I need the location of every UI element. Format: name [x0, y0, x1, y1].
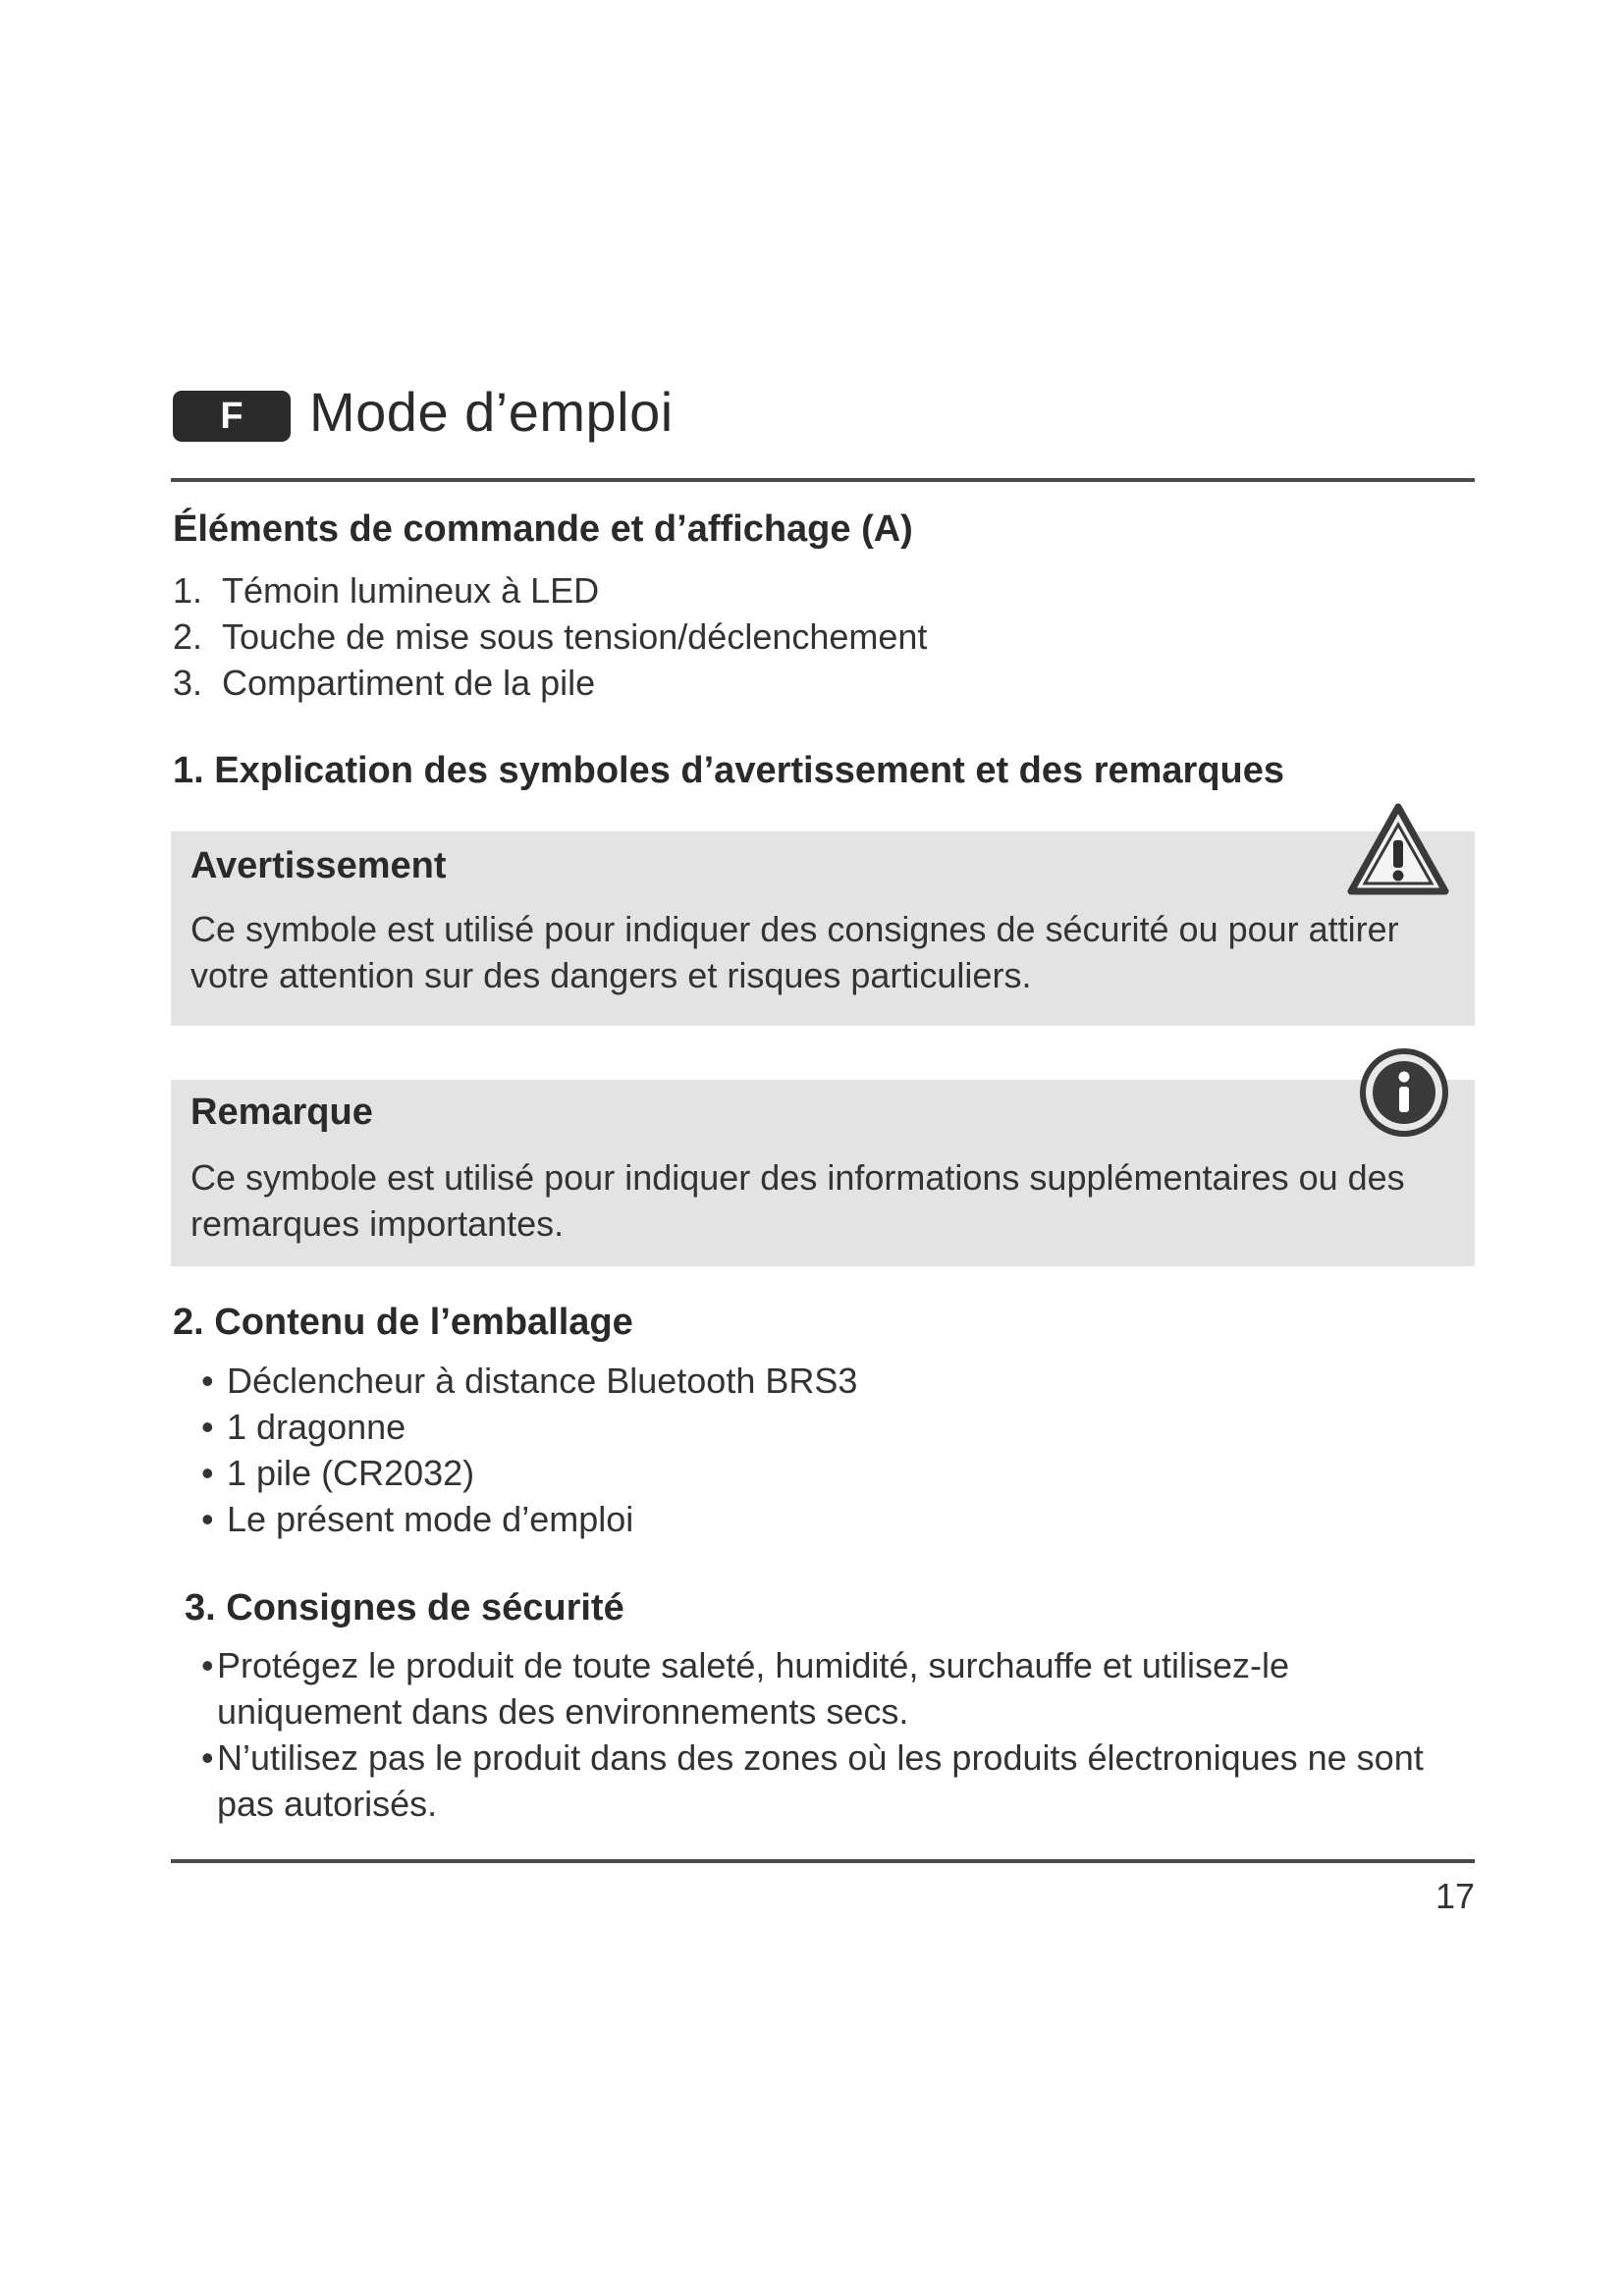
warning-triangle-icon	[1347, 803, 1449, 897]
list-item-text: N’utilisez pas le produit dans des zones où les produits électroniques ne sont pas autorisés.	[217, 1737, 1424, 1824]
list-item-text: 1 dragonne	[227, 1407, 406, 1447]
list-item: • 1 dragonne	[201, 1404, 857, 1450]
list-item: • Protégez le produit de toute saleté, humidité, surchauffe et utilisez-le uniquement dans des environnements secs.	[201, 1642, 1468, 1735]
list-item-text: Déclencheur à distance Bluetooth BRS3	[227, 1361, 858, 1401]
list-item-text: Touche de mise sous tension/déclenchement	[222, 616, 928, 657]
warning-title: Avertissement	[190, 845, 447, 886]
list-item-text: Témoin lumineux à LED	[222, 570, 600, 611]
note-text: Ce symbole est utilisé pour indiquer des informations supplémentaires ou des remarques importantes.	[190, 1157, 1405, 1244]
section3-heading: 3. Consignes de sécurité	[185, 1587, 624, 1629]
list-item-number: 2.	[173, 616, 203, 657]
section1-heading: 1. Explication des symboles d’avertissement et des remarques	[173, 750, 1285, 791]
warning-text: Ce symbole est utilisé pour indiquer des consignes de sécurité ou pour attirer votre attention sur des dangers et risques particuliers.	[190, 909, 1399, 995]
language-badge	[173, 391, 291, 442]
list-item	[173, 663, 927, 709]
note-box	[171, 1080, 1475, 1266]
list-item: • 1 pile (CR2032)	[201, 1450, 857, 1496]
list-item-number: 3.	[173, 663, 203, 703]
controls-list	[173, 570, 927, 709]
document-title: Mode d’emploi	[309, 381, 674, 443]
section2-heading: 2. Contenu de l’emballage	[173, 1302, 633, 1343]
list-item-number: 1.	[173, 570, 203, 611]
list-item: • Déclencheur à distance Bluetooth BRS3	[201, 1358, 857, 1404]
package-contents-list	[201, 1358, 857, 1542]
list-item: • Le présent mode d’emploi	[201, 1496, 857, 1542]
controls-heading: Éléments de commande et d’affichage (A)	[173, 508, 913, 550]
list-item-text: 1 pile (CR2032)	[227, 1453, 475, 1493]
list-item	[173, 616, 927, 663]
list-item: • N’utilisez pas le produit dans des zones où les produits électroniques ne sont pas autorisés.	[201, 1735, 1468, 1827]
language-code: F	[220, 395, 244, 437]
list-item	[173, 570, 927, 616]
list-item-text: Compartiment de la pile	[222, 663, 596, 703]
page-number: 17	[1435, 1876, 1475, 1916]
list-item-text: Le présent mode d’emploi	[227, 1499, 634, 1539]
top-divider	[171, 478, 1475, 482]
note-title: Remarque	[190, 1092, 373, 1133]
safety-list	[201, 1642, 1468, 1827]
list-item-text: Protégez le produit de toute saleté, humidité, surchauffe et utilisez-le uniquement dans des environnements secs.	[217, 1645, 1289, 1732]
bottom-divider	[171, 1859, 1475, 1863]
warning-box	[171, 831, 1475, 1026]
info-circle-icon	[1359, 1047, 1449, 1138]
